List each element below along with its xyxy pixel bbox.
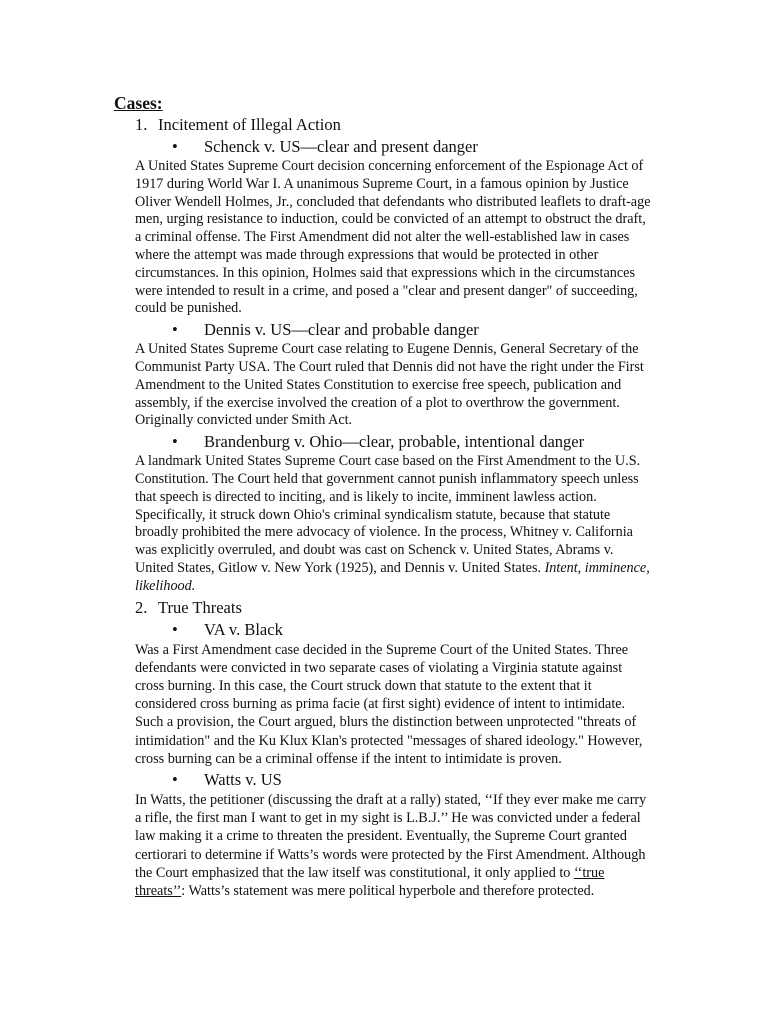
case-paragraph-va-black: Was a First Amendment case decided in the Supreme Court of the United States. Three defendants were convicted in two separate cases of violating a Virginia statute against cross burning. In this case, the Court struck down that statute to the extent that it considered cross burning as prima facie (at first sight) evidence of intent to intimidate. Such a provision, the Court argued, blurs the distinction between unprotected "threats of intimidation" and the Ku Klux Klan's protected "messages of shared ideology." However, cross burning can be a criminal offense if the intent to intimidate is proven. xyxy=(135,641,643,767)
true-threats-term: ‘‘true threats’’ xyxy=(135,864,605,899)
bullet-icon: • xyxy=(172,769,178,789)
paragraph-text: A landmark United States Supreme Court case based on the First Amendment to the U.S. Constitution. The Court held that government cannot punish inflammatory speech unless that speech is directed to inciting, and is likely to incite, imminent lawless action. Specifically, it struck down Ohio's criminal syndicalism statute, because that statute broadly prohibited the mere advocacy of violence. In the process, Whitney v. California was explicitly overruled, and doubt was cast on Schenck v. United States, Abrams v. United States, Gitlow v. New York (1925), and Dennis v. United States. xyxy=(135,453,641,576)
case-paragraph-dennis: A United States Supreme Court case relating to Eugene Dennis, General Secretary of the Communist Party USA. The Court ruled that Dennis did not have the right under the First Amendment to the United States Constitution to exercise free speech, publication and assembly, if the exercise involved the creation of a plot to overthrow the government. Originally convicted under Smith Act. xyxy=(135,341,644,429)
section-title: Incitement of Illegal Action xyxy=(158,115,341,134)
section-title-true-threats xyxy=(135,598,654,618)
case-paragraph-watts xyxy=(135,791,654,900)
case-name: Brandenburg v. Ohio—clear, probable, intentional danger xyxy=(204,432,585,452)
bullet-icon: • xyxy=(172,432,178,452)
case-heading-dennis xyxy=(172,320,654,340)
bullet-icon: • xyxy=(172,320,178,340)
paragraph-text: : Watts’s statement was mere political hyperbole and therefore protected. xyxy=(181,882,595,899)
document-body xyxy=(114,93,654,902)
italic-summary: Intent, imminence, likelihood. xyxy=(135,559,650,594)
case-heading-watts xyxy=(172,770,654,790)
paragraph-text: In Watts, the petitioner (discussing the draft at a rally) stated, ‘‘If they ever make me carry a rifle, the first man I want to get in my sight is L.B.J.’’ He was convicted under a federal law making it a crime to threaten the president. Eventually, the Supreme Court granted certiorari to determine if Watts’s words were protected by the First Amendment. Although the Court emphasized that the law itself was constitutional, it only applied to xyxy=(135,791,647,881)
case-heading-schenck xyxy=(172,137,654,157)
section-number: 2. xyxy=(135,597,148,617)
cases-heading: Cases: xyxy=(114,93,163,113)
case-paragraph-brandenburg xyxy=(135,453,654,595)
bullet-icon: • xyxy=(172,619,178,639)
section-title-incitement xyxy=(135,115,654,135)
bullet-icon: • xyxy=(172,137,178,156)
case-heading-brandenburg xyxy=(172,432,654,452)
section-title: True Threats xyxy=(158,597,242,617)
section-number: 1. xyxy=(135,115,148,134)
case-name: Schenck v. US—clear and present danger xyxy=(204,137,478,156)
case-name: VA v. Black xyxy=(204,619,283,639)
case-heading-va-black xyxy=(172,620,654,640)
case-paragraph-schenck: A United States Supreme Court decision concerning enforcement of the Espionage Act of 1917 during World War I. A unanimous Supreme Court, in a famous opinion by Justice Oliver Wendell Holmes, Jr., concluded that defendants who distributed leaflets to draft-age men, urging resistance to induction, could be convicted of an attempt to obstruct the draft, a criminal offense. The First Amendment did not alter the well-established law in cases where the attempt was made through expressions that would be protected in other circumstances. In this opinion, Holmes said that expressions which in the circumstances were intended to result in a crime, and posed a "clear and present danger" of succeeding, could be punished. xyxy=(135,158,651,317)
case-name: Dennis v. US—clear and probable danger xyxy=(204,320,479,340)
case-name: Watts v. US xyxy=(204,769,282,789)
